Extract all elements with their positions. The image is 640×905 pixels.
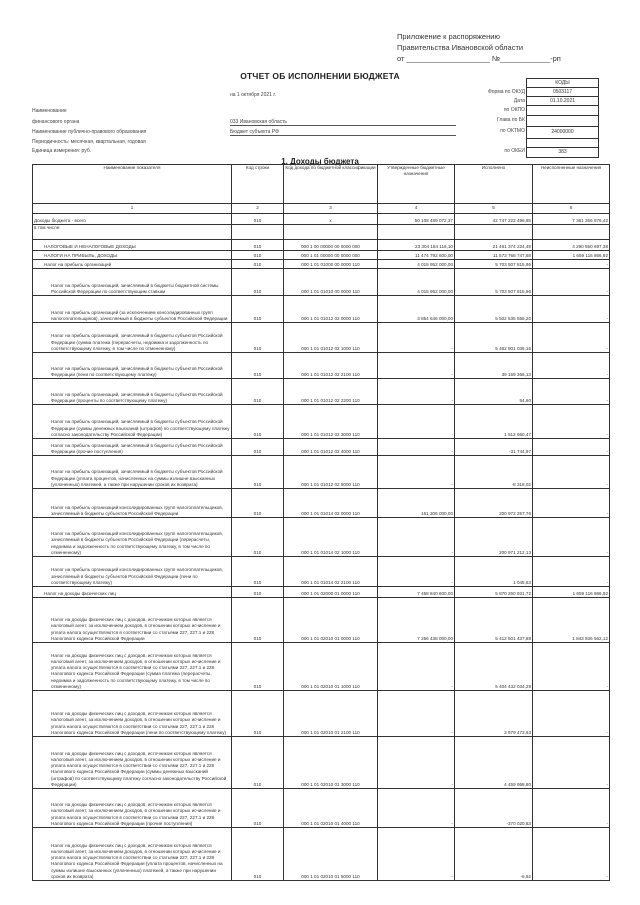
row-approved: -: [378, 456, 455, 489]
table-row: [33, 269, 610, 296]
table-row: [33, 598, 610, 643]
col-number: 6: [533, 204, 610, 214]
row-executed: 1 512 660,47: [455, 405, 533, 439]
row-income-code: 000 1 01 02010 01 0000 110: [284, 598, 378, 643]
row-income-code: 000 1 01 01012 02 4000 110: [284, 439, 378, 456]
table-row: [33, 405, 610, 439]
row-unexecuted: -: [533, 518, 610, 557]
row-executed: -8 318,02: [455, 456, 533, 489]
row-name: Налог на прибыль организаций консолидированных групп налогоплательщиков, зачисляемый в бюджеты субъектов Российской Федерации (пени по соответствующему платежу): [33, 557, 232, 587]
code-okpo: [526, 105, 599, 115]
row-approved: 23 304 184 118,10: [378, 240, 455, 251]
row-income-code: 000 1 01 02010 01 5000 110: [284, 828, 378, 881]
appendix-line-3: от ____________________ №____________-рп: [397, 54, 561, 63]
row-approved: -: [378, 439, 455, 456]
row-name: Налог на прибыль организаций, зачисляемый в бюджеты субъектов Российской Федерации (пени по соответствующему платежу): [33, 353, 232, 379]
table-column-numbers-row: [33, 204, 610, 214]
row-name: Налог на прибыль организаций (за исключением консолидированных групп налогоплательщиков), зачисляемый в бюджеты субъектов Российской Федерации: [33, 296, 232, 323]
row-name: Налог на доходы физических лиц с доходов, источником которых является налоговый агент, за исключением доходов, в отношении которых исчисление и уплата налога осуществляются в соответствии со статьями 227, 227.1 и 228 Налогового кодекса Российской Федерации (пени по соответствующему платежу): [33, 691, 232, 737]
col-number: 1: [33, 204, 232, 214]
row-unexecuted: 1 659 116 866,92: [533, 587, 610, 598]
row-line-code: [232, 225, 284, 240]
row-income-code: 000 1 01 02010 01 2100 110: [284, 691, 378, 737]
row-name: Налог на прибыль организаций, зачисляемый в бюджеты субъектов Российской Федерации (сумма платежа (перерасчеты, недоимка и задолженность по соответствующему платежу, в том числе по отмененному): [33, 323, 232, 353]
row-approved: 161 306 000,00: [378, 489, 455, 518]
row-name: Налог на доходы физических лиц: [33, 587, 232, 598]
row-line-code: 010: [232, 251, 284, 260]
code-date: 01.10.2021: [526, 96, 599, 105]
row-executed: 5 412 501 437,88: [455, 598, 533, 643]
row-line-code: 010: [232, 557, 284, 587]
section-title: 1. Доходы бюджета: [281, 157, 359, 166]
row-unexecuted: -: [533, 828, 610, 881]
row-income-code: 000 1 01 01010 00 0000 110: [284, 269, 378, 296]
row-line-code: 010: [232, 214, 284, 225]
row-income-code: 000 1 01 01012 02 3000 110: [284, 405, 378, 439]
label-naimenovanie: Наименование: [32, 108, 67, 114]
row-approved: [378, 225, 455, 240]
code-label-okpo: по ОКПО: [503, 107, 525, 113]
report-date: на 1 октября 2021 г.: [230, 92, 276, 98]
table-row: [33, 439, 610, 456]
row-approved: 4 015 952 000,00: [378, 269, 455, 296]
col-number: 5: [455, 204, 533, 214]
row-income-code: 000 1 01 01012 02 5000 110: [284, 456, 378, 489]
row-income-code: x: [284, 214, 378, 225]
table-row: [33, 240, 610, 251]
code-label-oktmo: по ОКТМО: [500, 128, 525, 134]
code-label-glava-bk: Глава по БК: [497, 117, 525, 123]
row-unexecuted: -: [533, 353, 610, 379]
income-table: [32, 164, 610, 881]
row-executed: 1 045,63: [455, 557, 533, 587]
row-name: НАЛОГОВЫЕ И НЕНАЛОГОВЫЕ ДОХОДЫ: [33, 240, 232, 251]
row-income-code: 000 1 01 01014 02 1000 110: [284, 518, 378, 557]
row-line-code: 010: [232, 789, 284, 828]
row-executed: 200 971 212,13: [455, 518, 533, 557]
row-line-code: 010: [232, 240, 284, 251]
row-unexecuted: 4 290 550 697,38: [533, 240, 610, 251]
row-income-code: 000 1 01 02010 01 3000 110: [284, 737, 378, 789]
table-row: [33, 828, 610, 881]
row-executed: 54,60: [455, 379, 533, 405]
table-row: [33, 557, 610, 587]
col-header-line-code: Код строки: [232, 165, 284, 204]
row-approved: 7 458 840 600,00: [378, 587, 455, 598]
table-row: [33, 260, 610, 269]
row-unexecuted: 1 843 936 562,12: [533, 598, 610, 643]
appendix-line-1: Приложение к распоряжению: [397, 32, 501, 41]
row-executed: 42 747 222 496,85: [455, 214, 533, 225]
row-name: Налог на прибыль организаций консолидированных групп налогоплательщиков, зачисляемый в бюджеты субъектов Российской Федерации: [33, 489, 232, 518]
row-executed: -6,92: [455, 828, 533, 881]
label-ppo: Наименование публично-правового образования: [32, 129, 147, 135]
label-unit: Единица измерения: руб.: [32, 148, 92, 154]
row-line-code: 010: [232, 489, 284, 518]
row-name: в том числе:: [33, 225, 232, 240]
table-row: [33, 225, 610, 240]
label-periodicity: Периодичность: месячная, квартальная, годовая: [32, 139, 146, 145]
row-executed: 21 461 374 224,49: [455, 240, 533, 251]
row-executed: -370 020,83: [455, 789, 533, 828]
row-line-code: 010: [232, 691, 284, 737]
row-income-code: 000 1 01 01012 02 1000 110: [284, 323, 378, 353]
row-executed: 5 404 432 034,29: [455, 643, 533, 691]
row-line-code: 010: [232, 456, 284, 489]
row-income-code: 000 1 01 01012 02 2100 110: [284, 353, 378, 379]
table-row: [33, 737, 610, 789]
row-approved: -: [378, 405, 455, 439]
row-income-code: 000 1 01 01000 00 0000 110: [284, 260, 378, 269]
table-row: [33, 379, 610, 405]
row-name: Налог на доходы физических лиц с доходов, источником которых является налоговый агент, за исключением доходов, в отношении которых исчисление и уплата налога осуществляются в соответствии со статьями 227, 227.1 и 228 Налогового кодекса Российской Федерации: [33, 598, 232, 643]
row-income-code: 000 1 01 01014 02 0000 110: [284, 489, 378, 518]
row-name: НАЛОГИ НА ПРИБЫЛЬ, ДОХОДЫ: [33, 251, 232, 260]
table-row: [33, 353, 610, 379]
code-label-okei: по ОКЕИ: [504, 148, 525, 154]
row-approved: -: [378, 353, 455, 379]
row-executed: -31 744,97: [455, 439, 533, 456]
table-row: [33, 587, 610, 598]
row-name: Налог на доходы физических лиц с доходов, источником которых является налоговый агент, за исключением доходов, в отношении которых исчисление и уплата налога осуществляются в соответствии со статьями 227, 227.1 и 228 Налогового кодекса Российской Федерации (прочие поступления): [33, 789, 232, 828]
row-unexecuted: -: [533, 737, 610, 789]
col-header-income-code: Код дохода по бюджетной классификации: [284, 165, 378, 204]
row-line-code: 010: [232, 828, 284, 881]
row-approved: 3 854 646 000,00: [378, 296, 455, 323]
table-row: [33, 489, 610, 518]
ppo-value: Бюджет субъекта РФ: [230, 129, 456, 136]
row-unexecuted: -: [533, 260, 610, 269]
row-unexecuted: [533, 225, 610, 240]
row-executed: 11 573 768 747,68: [455, 251, 533, 260]
row-name: Налог на прибыль организаций: [33, 260, 232, 269]
table-row: [33, 214, 610, 225]
row-name: Доходы бюджета - всего: [33, 214, 232, 225]
row-income-code: 000 1 01 02010 01 4000 110: [284, 789, 378, 828]
row-unexecuted: -: [533, 643, 610, 691]
row-approved: -: [378, 643, 455, 691]
row-line-code: 010: [232, 518, 284, 557]
row-name: Налог на прибыль организаций, зачисляемый в бюджеты субъектов Российской Федерации (суммы денежных взысканий (штрафов) по соответствующему платежу согласно законодательству Российской Федерации): [33, 405, 232, 439]
row-approved: 50 108 489 072,37: [378, 214, 455, 225]
row-line-code: 010: [232, 439, 284, 456]
col-number: 4: [378, 204, 455, 214]
row-approved: -: [378, 691, 455, 737]
table-row: [33, 691, 610, 737]
row-line-code: 010: [232, 598, 284, 643]
row-line-code: 010: [232, 405, 284, 439]
row-income-code: 000 1 01 01012 02 0000 110: [284, 296, 378, 323]
row-unexecuted: -: [533, 691, 610, 737]
row-executed: [455, 225, 533, 240]
code-okud: 0503117: [526, 87, 599, 96]
row-unexecuted: 1 659 116 866,92: [533, 251, 610, 260]
appendix-note: [397, 31, 561, 64]
col-header-approved: Утвержденные бюджетные назначения: [378, 165, 455, 204]
col-header-executed: Исполнено: [455, 165, 533, 204]
row-approved: 11 474 792 600,00: [378, 251, 455, 260]
table-header-row: [33, 165, 610, 204]
row-unexecuted: -: [533, 557, 610, 587]
row-name: Налог на доходы физических лиц с доходов, источником которых является налоговый агент, за исключением доходов, в отношении которых исчисление и уплата налога осуществляются в соответствии со статьями 227, 227.1 и 228 Налогового кодекса Российской Федерации (сумма платежа (перерасчеты, недоимка и задолженность по соответствующему платежу, в том числе по отмененному): [33, 643, 232, 691]
code-label-okud: Форма по ОКУД: [487, 89, 525, 95]
table-row: [33, 296, 610, 323]
row-approved: -: [378, 828, 455, 881]
row-executed: 5 462 901 036,15: [455, 323, 533, 353]
row-name: Налог на прибыль организаций, зачисляемый в бюджеты бюджетной системы Российской Федерации по соответствующим ставкам: [33, 269, 232, 296]
code-label-date: Дата: [513, 98, 525, 104]
row-name: Налог на прибыль организаций, зачисляемый в бюджеты субъектов Российской Федерации (проценты по соответствующему платежу): [33, 379, 232, 405]
row-line-code: 010: [232, 269, 284, 296]
code-glava-bk: [526, 115, 599, 126]
row-name: Налог на прибыль организаций, зачисляемый в бюджеты субъектов Российской Федерации (прочие поступления): [33, 439, 232, 456]
row-approved: -: [378, 789, 455, 828]
row-name: Налог на прибыль организаций, зачисляемый в бюджеты субъектов Российской Федерации (уплата процентов, начисленных на суммы излишне взысканных (уплаченных) платежей, а также при нарушении сроков их возврата): [33, 456, 232, 489]
code-okei: 383: [526, 147, 599, 158]
row-executed: 4 459 958,80: [455, 737, 533, 789]
appendix-line-2: Правительства Ивановской области: [397, 43, 524, 52]
row-approved: 7 256 438 000,00: [378, 598, 455, 643]
row-line-code: 010: [232, 643, 284, 691]
row-executed: 3 979 473,63: [455, 691, 533, 737]
row-unexecuted: -: [533, 269, 610, 296]
row-line-code: 010: [232, 296, 284, 323]
row-executed: 5 703 507 815,96: [455, 269, 533, 296]
row-unexecuted: -: [533, 323, 610, 353]
report-title: ОТЧЕТ ОБ ИСПОЛНЕНИИ БЮДЖЕТА: [240, 71, 400, 81]
col-header-unexecuted: Неисполненные назначения: [533, 165, 610, 204]
row-income-code: 000 1 01 00000 00 0000 000: [284, 251, 378, 260]
row-unexecuted: -: [533, 379, 610, 405]
row-unexecuted: -: [533, 405, 610, 439]
row-line-code: 010: [232, 260, 284, 269]
table-row: [33, 456, 610, 489]
label-fin-organ: финансового органа: [32, 119, 80, 125]
row-income-code: 000 1 01 01012 02 2200 110: [284, 379, 378, 405]
row-unexecuted: -: [533, 296, 610, 323]
col-number: 2: [232, 204, 284, 214]
row-unexecuted: 7 361 266 576,42: [533, 214, 610, 225]
col-header-name: Наименование показателя: [33, 165, 232, 204]
row-executed: 5 703 507 815,96: [455, 260, 533, 269]
col-number: 3: [284, 204, 378, 214]
row-income-code: 000 1 01 01014 02 2100 110: [284, 557, 378, 587]
code-oktmo: 24000000: [526, 126, 599, 138]
row-executed: 200 972 257,76: [455, 489, 533, 518]
row-line-code: 010: [232, 353, 284, 379]
row-approved: -: [378, 557, 455, 587]
fin-organ-value: 033 Ивановская область: [230, 119, 456, 126]
row-line-code: 010: [232, 379, 284, 405]
codes-header: КОДЫ: [526, 78, 599, 87]
code-blank: [526, 138, 599, 147]
row-approved: -: [378, 518, 455, 557]
codes-block: [526, 78, 599, 158]
row-name: Налог на прибыль организаций консолидированных групп налогоплательщиков, зачисляемый в бюджеты субъектов Российской Федерации (перерасчеты, недоимка и задолженность по соответствующему платежу, в том числе по отмененному): [33, 518, 232, 557]
row-name: Налог на доходы физических лиц с доходов, источником которых является налоговый агент, за исключением доходов, в отношении которых исчисление и уплата налога осуществляются в соответствии со статьями 227, 227.1 и 228 Налогового кодекса Российской Федерации (суммы денежных взысканий (штрафов) по соответствующему платежу согласно законодательству Российской Федерации): [33, 737, 232, 789]
row-executed: 5 870 260 931,72: [455, 587, 533, 598]
row-unexecuted: -: [533, 456, 610, 489]
row-approved: -: [378, 323, 455, 353]
row-income-code: 000 1 00 00000 00 0000 000: [284, 240, 378, 251]
row-line-code: 010: [232, 737, 284, 789]
row-executed: 5 502 535 558,20: [455, 296, 533, 323]
table-row: [33, 323, 610, 353]
row-unexecuted: -: [533, 439, 610, 456]
table-row: [33, 251, 610, 260]
row-income-code: 000 1 01 02000 01 0000 110: [284, 587, 378, 598]
table-row: [33, 643, 610, 691]
row-approved: -: [378, 379, 455, 405]
row-line-code: 010: [232, 587, 284, 598]
row-approved: 4 015 952 000,00: [378, 260, 455, 269]
table-row: [33, 518, 610, 557]
row-name: Налог на доходы физических лиц с доходов, источником которых является налоговый агент, за исключением доходов, в отношении которых исчисление и уплата налога осуществляются в соответствии со статьями 227, 227.1 и 228 Налогового кодекса Российской Федерации (уплата процентов, начисленных на суммы излишне взысканных (уплаченных) платежей, а также при нарушении сроков их возврата): [33, 828, 232, 881]
row-unexecuted: -: [533, 489, 610, 518]
row-executed: 39 159 366,13: [455, 353, 533, 379]
row-income-code: 000 1 01 02010 01 1000 110: [284, 643, 378, 691]
table-row: [33, 789, 610, 828]
row-approved: -: [378, 737, 455, 789]
row-line-code: 010: [232, 323, 284, 353]
row-unexecuted: -: [533, 789, 610, 828]
row-income-code: [284, 225, 378, 240]
